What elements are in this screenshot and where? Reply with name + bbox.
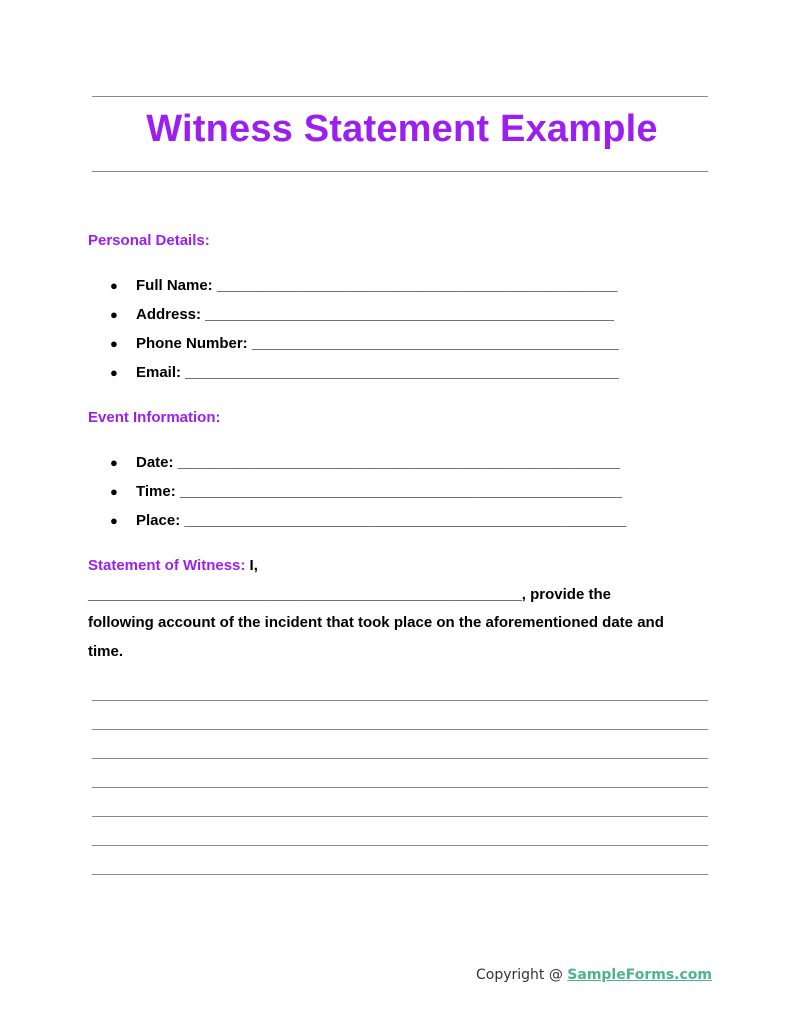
time-field[interactable] bbox=[110, 483, 622, 500]
address-label: Address: _________________________________________________ bbox=[136, 306, 614, 323]
bullet-icon: ● bbox=[110, 336, 118, 351]
writing-line[interactable] bbox=[92, 700, 708, 701]
writing-line[interactable] bbox=[92, 845, 708, 846]
bullet-icon: ● bbox=[110, 484, 118, 499]
bullet-icon: ● bbox=[110, 278, 118, 293]
copyright-label: Copyright @ bbox=[475, 967, 568, 983]
date-field[interactable] bbox=[110, 454, 620, 471]
writing-line[interactable] bbox=[92, 758, 708, 759]
writing-line[interactable] bbox=[92, 874, 708, 875]
full-name-field[interactable] bbox=[110, 277, 617, 294]
writing-line[interactable] bbox=[92, 787, 708, 788]
phone-number-label: Phone Number: ____________________________________________ bbox=[136, 335, 619, 352]
page-title: Witness Statement Example bbox=[146, 108, 658, 150]
email-field[interactable] bbox=[110, 364, 619, 381]
email-label: Email: ____________________________________________________ bbox=[136, 364, 619, 381]
full-name-label: Full Name: ________________________________________________ bbox=[136, 277, 618, 294]
statement-line-1 bbox=[88, 557, 258, 574]
statement-line-3: following account of the incident that took place on the aforementioned date and bbox=[88, 614, 664, 631]
statement-name-field[interactable]: ____________________________________________________, provide the bbox=[88, 586, 611, 603]
bullet-icon: ● bbox=[110, 513, 118, 528]
personal-details-heading: Personal Details: bbox=[88, 232, 210, 249]
place-label: Place: _____________________________________________________ bbox=[136, 512, 627, 529]
statement-line-1-text: I, bbox=[245, 557, 258, 574]
time-label: Time: _____________________________________________________ bbox=[136, 483, 623, 500]
event-information-heading: Event Information: bbox=[88, 409, 221, 426]
statement-heading: Statement of Witness: bbox=[88, 557, 246, 574]
title-bottom-rule bbox=[92, 171, 708, 172]
statement-line-4: time. bbox=[88, 643, 124, 660]
sampleforms-link[interactable]: SampleForms.com bbox=[567, 967, 712, 983]
bullet-icon: ● bbox=[110, 365, 118, 380]
writing-line[interactable] bbox=[92, 729, 708, 730]
phone-number-field[interactable] bbox=[110, 335, 619, 352]
copyright-footer bbox=[476, 967, 712, 983]
writing-line[interactable] bbox=[92, 816, 708, 817]
bullet-icon: ● bbox=[110, 455, 118, 470]
address-field[interactable] bbox=[110, 306, 614, 323]
bullet-icon: ● bbox=[110, 307, 118, 322]
date-label: Date: _____________________________________________________ bbox=[136, 454, 620, 471]
title-top-rule bbox=[92, 96, 708, 97]
place-field[interactable] bbox=[110, 512, 627, 529]
